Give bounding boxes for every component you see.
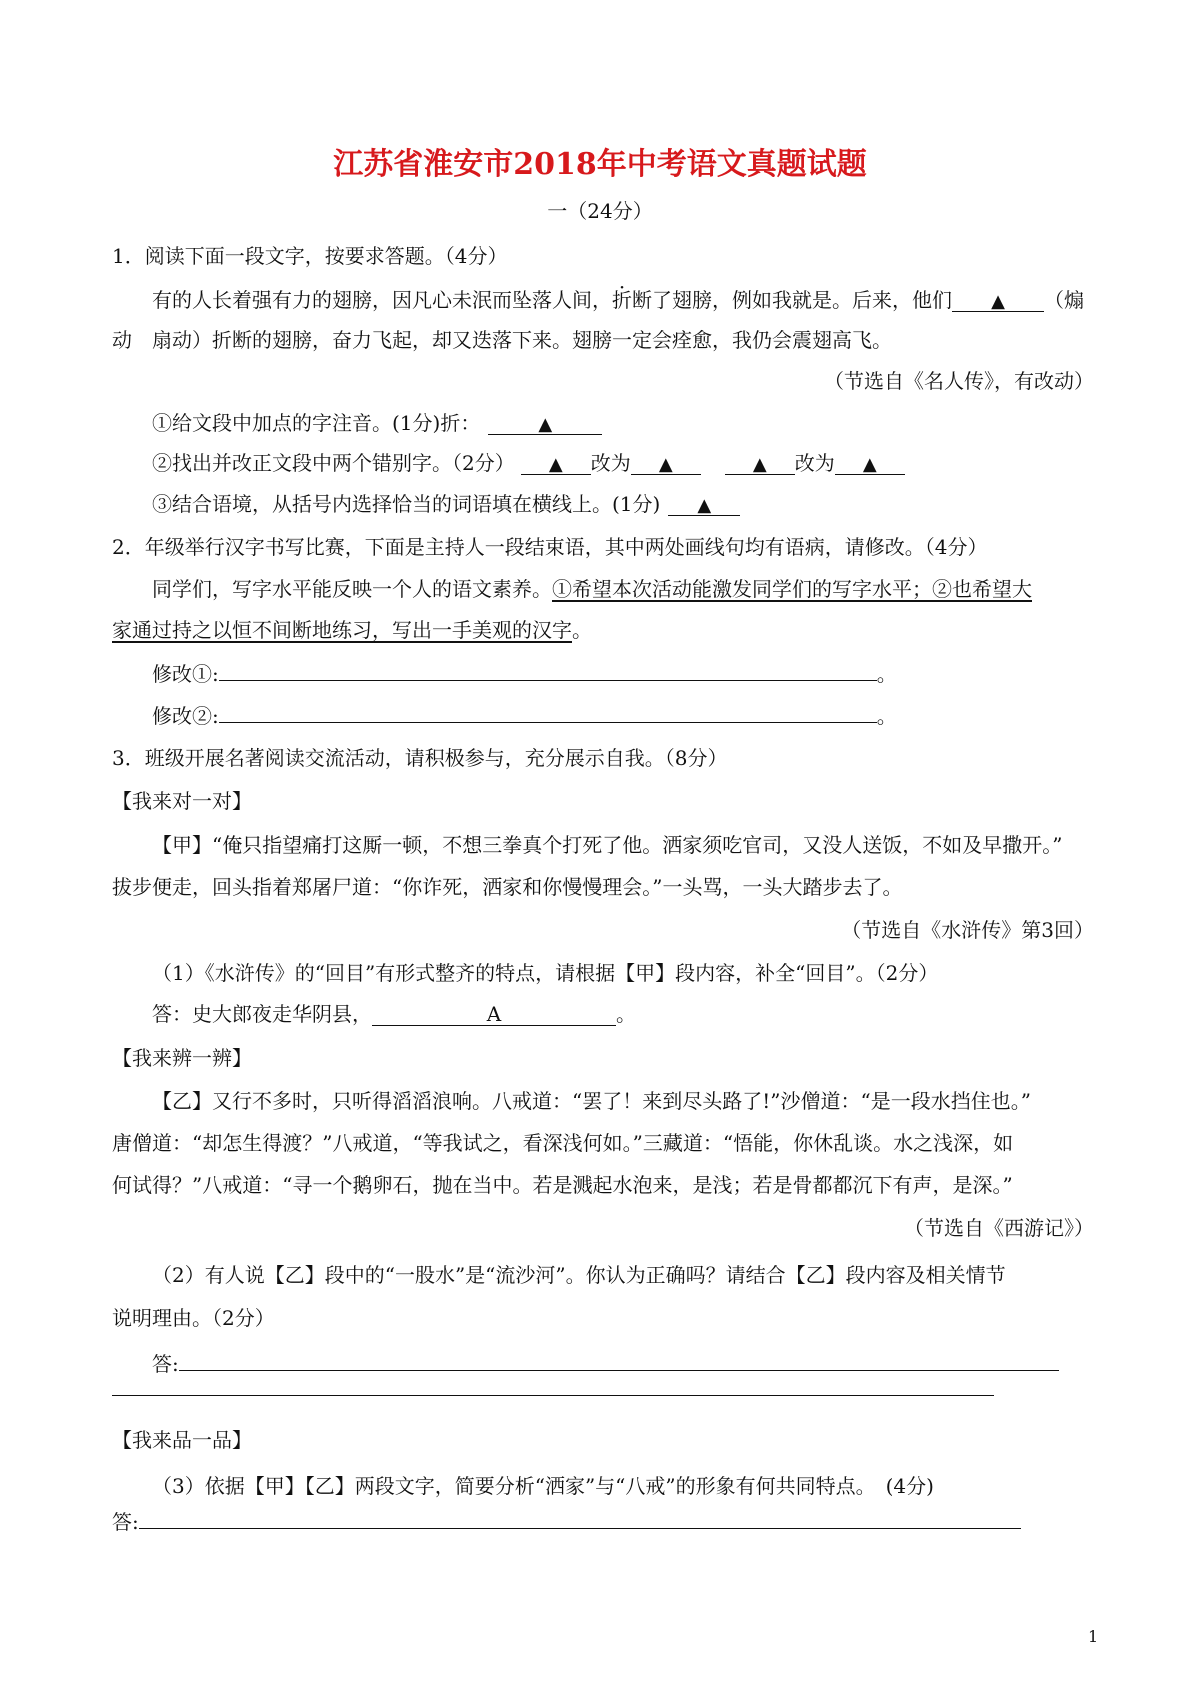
q1-sub3-text: ③结合语境，从括号内选择恰当的词语填在横线上。(1分) <box>152 492 661 516</box>
triangle-mark: ▲ <box>548 454 563 475</box>
change-to-label: 改为 <box>590 451 631 475</box>
q3-jia-line2: 拔步便走，回头指着郑屠尸道：“你诈死，洒家和你慢慢理会。”一头骂，一头大踏步去了。 <box>112 875 903 899</box>
q3-sub3: （3）依据【甲】【乙】两段文字，简要分析“洒家”与“八戒”的形象有何共同特点。 (4分) <box>152 1474 934 1498</box>
q2-fix1-label: 修改①: <box>152 662 219 686</box>
q3-ans2-label: 答: <box>152 1352 179 1376</box>
q3-ans2-answer-line[interactable] <box>179 1350 1059 1371</box>
q3-yi-source: （节选自《西游记》） <box>904 1216 1094 1240</box>
q1-sub2-text: ②找出并改正文段中两个错别字。（2分） <box>152 451 515 475</box>
q2-fix2-answer-line[interactable] <box>219 702 877 723</box>
q2-fix2-label: 修改②: <box>152 704 219 728</box>
triangle-mark: ▲ <box>538 414 553 435</box>
page-number: 1 <box>1088 1627 1099 1646</box>
q1-sub1-blank[interactable] <box>488 412 602 435</box>
triangle-mark: ▲ <box>991 291 1005 312</box>
q1-sub2-blank-1[interactable] <box>521 452 591 475</box>
q1-passage-line2: 动 扇动）折断的翅膀，奋力飞起，却又迭落下来。翅膀一定会痊愈，我仍会震翅高飞。 <box>112 328 892 352</box>
q3-heading-1: 【我来对一对】 <box>112 789 252 813</box>
q1-sub3 <box>152 491 740 517</box>
triangle-mark: ▲ <box>862 454 877 475</box>
q2-passage-line1 <box>152 576 1032 602</box>
q3-ans3-label: 答: <box>112 1510 139 1534</box>
q3-ans3-answer-line[interactable] <box>139 1508 1021 1529</box>
q3-sub2-line2: 说明理由。（2分） <box>112 1306 275 1330</box>
page-title: 江苏省淮安市2018年中考语文真题试题 <box>333 147 867 182</box>
blank-letter: A <box>486 1002 502 1026</box>
q3-heading-2: 【我来辨一辨】 <box>112 1046 252 1070</box>
q2-passage-line2 <box>112 617 592 643</box>
q3-sub1: （1）《水浒传》的“回目”有形式整齐的特点，请根据【甲】段内容，补全“回目”。（2分） <box>152 961 939 985</box>
triangle-mark: ▲ <box>752 454 767 475</box>
q3-heading-3: 【我来品一品】 <box>112 1428 252 1452</box>
q3-yi-line3: 何试得？”八戒道：“寻一个鹅卵石，抛在当中。若是溅起水泡来，是浅；若是骨都都沉下有声，是深。” <box>112 1173 1013 1197</box>
q2-fix2 <box>152 702 897 729</box>
q3-jia-source: （节选自《水浒传》第3回） <box>841 918 1094 942</box>
q3-yi-line2: 唐僧道：“却怎生得渡？”八戒道，“等我试之，看深浅何如。”三藏道：“悟能，你休乱谈。水之浅深，如 <box>112 1131 1014 1155</box>
q2-fix1-period: 。 <box>876 662 897 686</box>
q3-sub2-line1: （2）有人说【乙】段中的“一股水”是“流沙河”。你认为正确吗？请结合【乙】段内容及相关情节 <box>152 1263 1006 1287</box>
section-heading: 一（24分） <box>547 199 653 223</box>
q3-ans3 <box>112 1508 1021 1535</box>
triangle-mark: ▲ <box>697 495 712 516</box>
q1-sub1-text: ①给文段中加点的字注音。(1分)折： <box>152 411 481 435</box>
q1-passage-text-c: （煽 <box>1044 288 1084 312</box>
q1-passage-text-a: 有的人长着强有力的翅膀，因凡心未泯而坠落人间， <box>152 288 612 312</box>
q3-ans1-end: 。 <box>616 1002 636 1026</box>
q3-ans1-text: 答：史大郎夜走华阴县， <box>152 1002 372 1026</box>
q2-stem: 2．年级举行汉字书写比赛，下面是主持人一段结束语，其中两处画线句均有语病，请修改。（4分） <box>112 535 988 559</box>
q1-sub2-blank-3[interactable] <box>725 452 795 475</box>
q2-underlined-sentence-a: ①希望本次活动能激发同学们的写字水平；②也希望大 <box>552 577 1032 601</box>
q1-blank-main[interactable] <box>952 289 1044 312</box>
q1-sub2-blank-4[interactable] <box>835 452 905 475</box>
q2-fix1 <box>152 660 897 687</box>
dotted-char: 折 <box>612 288 632 312</box>
change-to-label: 改为 <box>794 451 835 475</box>
q2-underlined-sentence-b: 家通过持之以恒不间断地练习，写出一手美观的汉字 <box>112 618 572 642</box>
q1-source: （节选自《名人传》，有改动） <box>824 369 1094 393</box>
q1-sub2-blank-2[interactable] <box>631 452 701 475</box>
q1-sub1 <box>152 410 602 436</box>
q1-passage-text-b: 断了翅膀，例如我就是。后来，他们 <box>632 288 952 312</box>
q2-fix2-period: 。 <box>876 704 897 728</box>
q2-passage-text: 同学们，写字水平能反映一个人的语文素养。 <box>152 577 552 601</box>
q3-ans1 <box>152 1001 636 1027</box>
triangle-mark: ▲ <box>658 454 673 475</box>
q1-passage-line1 <box>152 287 1084 313</box>
q2-passage-end: 。 <box>572 618 592 642</box>
q3-ans2-answer-line-2[interactable] <box>112 1395 994 1396</box>
q3-yi-line1: 【乙】又行不多时，只听得滔滔浪响。八戒道：“罢了！来到尽头路了!”沙僧道：“是一段水挡住也。” <box>152 1089 1031 1113</box>
q1-sub3-blank[interactable] <box>668 493 740 516</box>
q3-ans2 <box>152 1350 1059 1377</box>
q1-stem: 1．阅读下面一段文字，按要求答题。（4分） <box>112 244 508 268</box>
q3-stem: 3．班级开展名著阅读交流活动，请积极参与，充分展示自我。（8分） <box>112 746 728 770</box>
q2-fix1-answer-line[interactable] <box>219 660 877 681</box>
q1-sub2 <box>152 450 905 476</box>
q3-jia-line1: 【甲】“俺只指望痛打这厮一顿，不想三拳真个打死了他。洒家须吃官司，又没人送饭，不如及早撒开。” <box>152 833 1063 857</box>
q3-ans1-blank[interactable] <box>372 1003 616 1026</box>
